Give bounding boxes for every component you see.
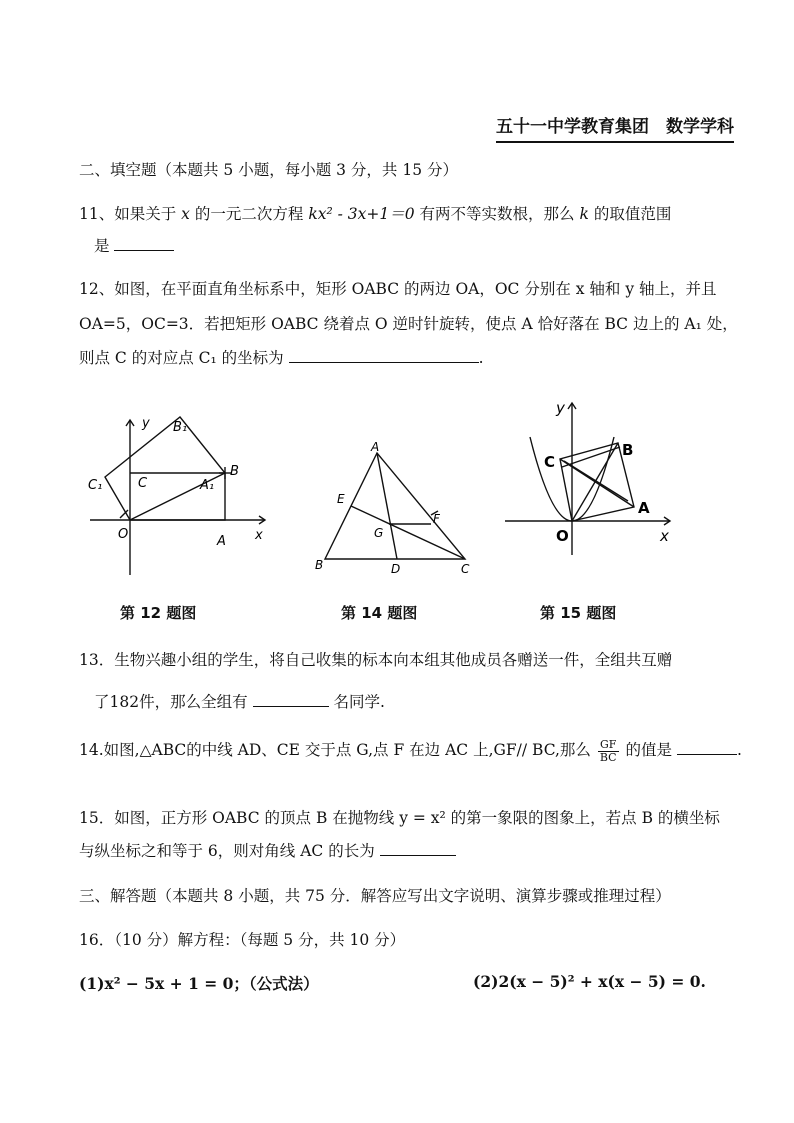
fig15-label-C: C [544,453,556,471]
fig14-label-D: D [391,562,401,576]
fig15-label-y: y [556,399,565,417]
question-13-line1: 13．生物兴趣小组的学生，将自己收集的标本向本组其他成员各赠送一件，全组共互赠 [79,651,673,669]
fig15-label-O: O [556,527,569,545]
q14-answer-blank[interactable] [677,753,737,755]
figure-14 [305,435,485,585]
question-12-line3: 则点 C 的对应点 C₁ 的坐标为 . [79,349,484,367]
caption-fig-15: 第 15 题图 [540,604,617,622]
q12-answer-blank[interactable] [289,361,479,363]
question-16-part1: (1)x² − 5x + 1 = 0；（公式法） [79,974,319,993]
question-11-line2 [94,234,174,256]
q14-fraction-numerator: GF [598,739,619,752]
question-16-title: 16．（10 分）解方程：（每题 5 分，共 10 分） [79,931,406,949]
q12-line3: 则点 C 的对应点 C₁ 的坐标为 [79,349,284,367]
fig14-label-A: A [371,440,380,454]
fig14-label-B: B [315,558,324,572]
fig15-label-B: B [622,441,634,459]
q11-equation: kx² - 3x+1＝0 [308,205,415,223]
section-3-title: 三、解答题（本题共 8 小题，共 75 分．解答应写出文字说明、演算步骤或推理过程） [79,887,671,905]
fig12-label-B1: B₁ [173,420,188,435]
q11-var-x: x [181,205,190,223]
q15-answer-blank[interactable] [380,854,456,856]
fig14-label-C: C [461,562,470,576]
question-15-line2 [79,839,456,861]
question-12-line2: OA=5，OC=3．若把矩形 OABC 绕着点 O 逆时针旋转，使点 A 恰好落在 BC 边上的 A₁ 处， [79,315,738,333]
q13-line2b: 名同学. [333,693,385,711]
fig14-label-F: F [433,512,440,526]
section-2-title: 二、填空题（本题共 5 小题，每小题 3 分，共 15 分） [79,161,459,179]
q11-text-a: 11、如果关于 [79,205,177,223]
fig12-label-B: B [230,464,239,479]
fig15-label-x: x [660,527,669,545]
page-header: 五十一中学教育集团 数学学科 [496,112,734,143]
fig12-label-A: A [217,534,226,549]
caption-fig-14: 第 14 题图 [341,604,418,622]
fig12-label-C1: C₁ [88,478,103,493]
question-11 [79,202,671,224]
q13-answer-blank[interactable] [253,705,329,707]
q11-answer-blank[interactable] [114,249,174,251]
fig12-label-O: O [118,527,129,542]
q11-var-k: k [579,205,589,223]
q14-text-b: 的值是 [625,741,673,759]
question-14: 14.如图,△ABC的中线 AD、CE 交于点 G,点 F 在边 AC 上,GF// BC,那么 $\frac{GF}{BC}$ 的值是 . [79,737,742,764]
q11-line2: 是 [94,237,110,255]
q11-text-b: 的一元二次方程 [194,205,304,223]
question-13-line2 [94,690,385,712]
q14-fraction-denominator: BC [599,750,617,764]
fig15-label-A: A [638,499,650,517]
q14-fraction [598,739,619,764]
figure-15 [500,395,700,565]
q14-text-a: 14.如图,△ABC的中线 AD、CE 交于点 G,点 F 在边 AC 上,GF// BC,那么 [79,741,591,759]
fig14-label-G: G [374,526,384,540]
q11-text-d: 的取值范围 [593,205,672,223]
figure-12 [80,405,280,585]
fig12-label-C: C [138,476,148,491]
q11-text-c: 有两不等实数根，那么 [419,205,575,223]
caption-fig-12: 第 12 题图 [120,604,197,622]
fig12-label-A1: A₁ [200,478,215,493]
fig12-label-y: y [142,416,150,431]
fig12-label-x: x [255,528,263,543]
question-16-part2: (2)2(x − 5)² + x(x − 5) = 0. [473,972,706,991]
question-15-line1: 15．如图，正方形 OABC 的顶点 B 在抛物线 y = x² 的第一象限的图象上，若点 B 的横坐标 [79,809,720,827]
fig14-label-E: E [337,492,345,506]
question-12-line1: 12、如图，在平面直角坐标系中，矩形 OABC 的两边 OA，OC 分别在 x 轴和 y 轴上，并且 [79,280,717,298]
q13-line2a: 了182件，那么全组有 [94,693,248,711]
q15-line2: 与纵坐标之和等于 6，则对角线 AC 的长为 [79,842,375,860]
